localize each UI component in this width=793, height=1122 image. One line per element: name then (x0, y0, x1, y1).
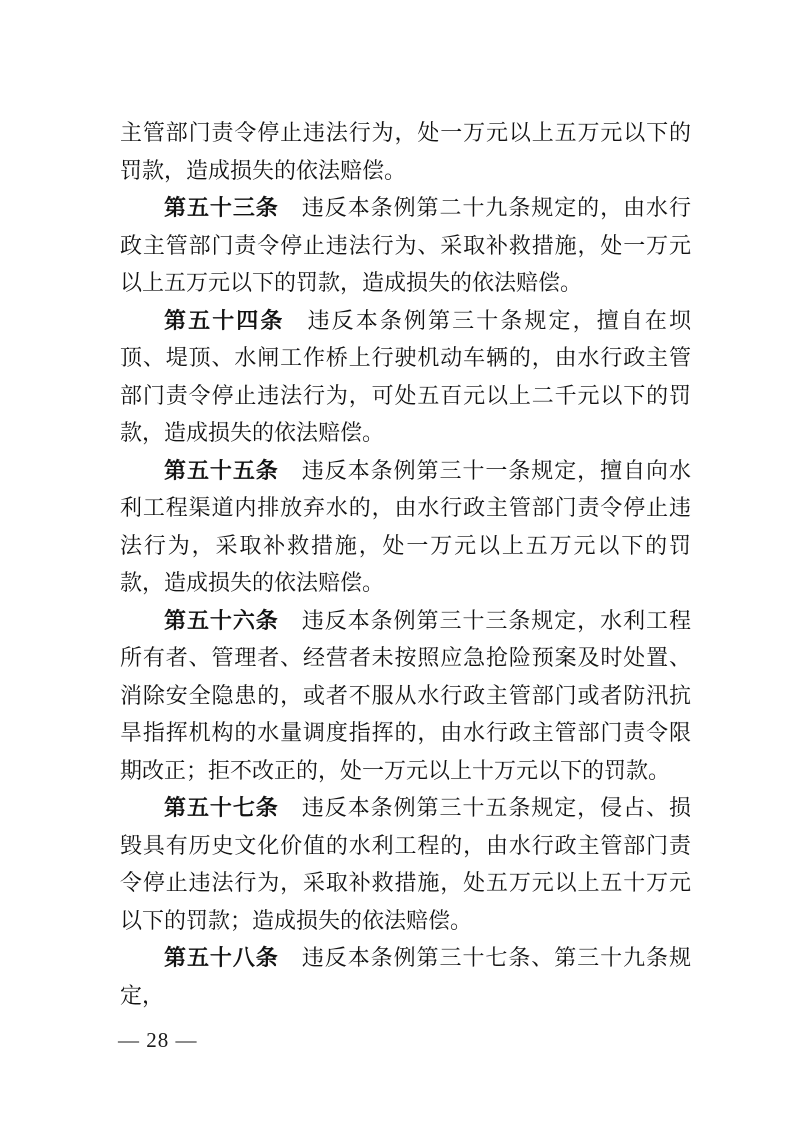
paragraph-text: 违反本条例第二十九条规定的，由水行政主管部门责令停止违法行为、采取补救措施，处一万元以上五万元以下的罚款，造成损失的依法赔偿。 (120, 195, 691, 295)
paragraph-article-54 (120, 302, 691, 452)
paragraph-article-55 (120, 452, 691, 602)
paragraph-text: 主管部门责令停止违法行为，处一万元以上五万元以下的罚款，造成损失的依法赔偿。 (120, 120, 691, 183)
page-number: — 28 — (118, 1028, 198, 1052)
article-heading: 第五十四条 (164, 307, 285, 333)
paragraph-text: 违反本条例第三十一条规定，擅自向水利工程渠道内排放弃水的，由水行政主管部门责令停止违法行为，采取补救措施，处一万元以上五万元以下的罚款，造成损失的依法赔偿。 (120, 457, 691, 595)
paragraph-article-57 (120, 789, 691, 939)
paragraph-article-56 (120, 602, 691, 790)
paragraph-text: 违反本条例第三十三条规定，水利工程所有者、管理者、经营者未按照应急抢险预案及时处置、消除安全隐患的，或者不服从水行政主管部门或者防汛抗旱指挥机构的水量调度指挥的，由水行政主管部门责令限期改正；拒不改正的，处一万元以上十万元以下的罚款。 (120, 607, 691, 783)
article-heading: 第五十七条 (164, 795, 279, 820)
paragraph-article-53 (120, 189, 691, 302)
paragraph-text: 违反本条例第三十条规定，擅自在坝顶、堤顶、水闸工作桥上行驶机动车辆的，由水行政主管部门责令停止违法行为，可处五百元以上二千元以下的罚款，造成损失的依法赔偿。 (120, 307, 691, 445)
article-heading: 第五十六条 (164, 607, 279, 633)
paragraph-continuation (120, 114, 691, 189)
page-footer (118, 1026, 198, 1054)
paragraph-article-58 (120, 939, 691, 1014)
document-body (120, 114, 691, 1014)
article-heading: 第五十五条 (164, 457, 279, 483)
paragraph-text: 违反本条例第三十七条、第三十九条规定， (120, 945, 691, 1008)
paragraph-text: 违反本条例第三十五条规定，侵占、损毁具有历史文化价值的水利工程的，由水行政主管部门责令停止违法行为，采取补救措施，处五万元以上五十万元以下的罚款；造成损失的依法赔偿。 (120, 795, 691, 933)
article-heading: 第五十八条 (164, 945, 279, 970)
article-heading: 第五十三条 (164, 195, 279, 220)
